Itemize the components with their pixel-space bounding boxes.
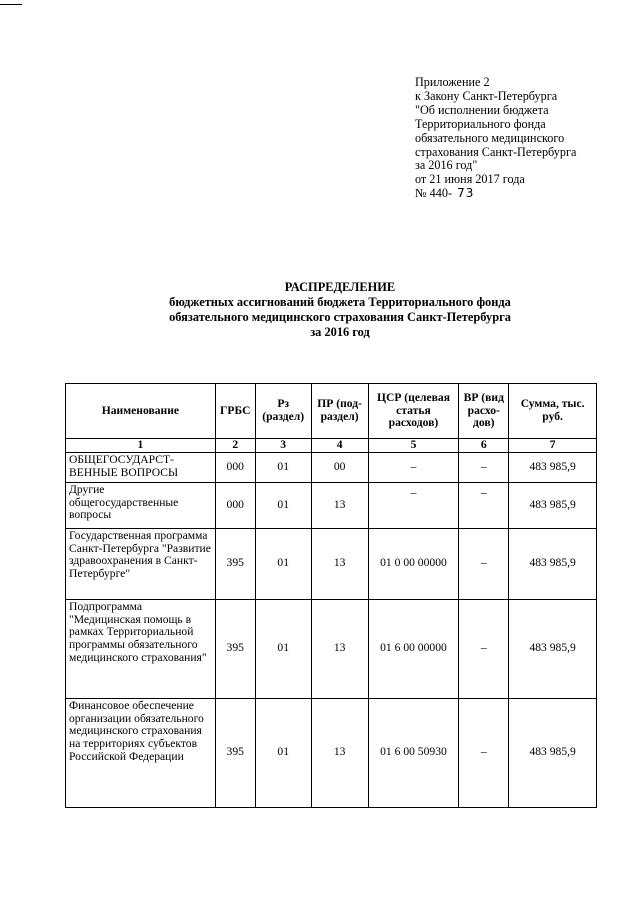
col-header-pr: ПР (под-раздел)	[311, 384, 368, 439]
column-number: 1	[66, 439, 216, 453]
cell-csr: –	[368, 482, 459, 528]
document-title	[150, 280, 530, 340]
cell-pr: 13	[311, 599, 368, 698]
cell-grbs: 000	[215, 452, 255, 482]
column-number: 5	[368, 439, 459, 453]
cell-vr: –	[459, 528, 509, 599]
title-line: обязательного медицинского страхования Санкт-Петербурга	[169, 310, 511, 324]
law-number-handwritten: 73	[457, 186, 475, 201]
budget-table	[65, 383, 597, 808]
cell-pr: 00	[311, 452, 368, 482]
col-header-rz: Рз (раздел)	[255, 384, 311, 439]
cell-name: Подпрограмма "Медицинская помощь в рамках Территориальной программы обязательного медицинского страхования"	[66, 599, 216, 698]
col-header-sum: Сумма, тыс. руб.	[509, 384, 597, 439]
cell-csr: 01 6 00 00000	[368, 599, 459, 698]
table-row	[66, 528, 597, 599]
title-line: бюджетных ассигнований бюджета Территориального фонда	[169, 295, 511, 309]
cell-csr: 01 6 00 50930	[368, 698, 459, 807]
appendix-line: "Об исполнении бюджета	[415, 102, 549, 117]
cell-grbs: 395	[215, 599, 255, 698]
title-main: РАСПРЕДЕЛЕНИЕ	[284, 280, 396, 294]
table-row	[66, 482, 597, 528]
cell-name: ОБЩЕГОСУДАРСТ-ВЕННЫЕ ВОПРОСЫ	[66, 452, 216, 482]
cell-grbs: 395	[215, 528, 255, 599]
col-header-grbs: ГРБС	[215, 384, 255, 439]
cell-vr: –	[459, 452, 509, 482]
cell-pr: 13	[311, 528, 368, 599]
cell-rz: 01	[255, 528, 311, 599]
cell-sum: 483 985,9	[509, 452, 597, 482]
appendix-header	[415, 76, 615, 201]
column-number: 6	[459, 439, 509, 453]
cell-vr: –	[459, 599, 509, 698]
table-header-row	[66, 384, 597, 439]
corner-mark	[0, 4, 22, 5]
col-header-name: Наименование	[66, 384, 216, 439]
column-number: 4	[311, 439, 368, 453]
cell-csr: –	[368, 452, 459, 482]
col-header-csr: ЦСР (целевая статья расходов)	[368, 384, 459, 439]
table-row	[66, 698, 597, 807]
appendix-line: к Закону Санкт-Петербурга	[415, 88, 558, 103]
appendix-line: страхования Санкт-Петербурга	[415, 144, 577, 159]
table-row	[66, 599, 597, 698]
col-header-vr: ВР (вид расхо-дов)	[459, 384, 509, 439]
column-number: 2	[215, 439, 255, 453]
cell-pr: 13	[311, 482, 368, 528]
appendix-line: за 2016 год"	[415, 158, 478, 173]
cell-sum: 483 985,9	[509, 698, 597, 807]
table-row	[66, 452, 597, 482]
law-number	[415, 187, 615, 201]
cell-vr: –	[459, 482, 509, 528]
cell-csr: 01 0 00 00000	[368, 528, 459, 599]
cell-sum: 483 985,9	[509, 528, 597, 599]
law-number-prefix: № 440-	[415, 186, 453, 201]
column-number: 3	[255, 439, 311, 453]
column-number: 7	[509, 439, 597, 453]
cell-vr: –	[459, 698, 509, 807]
cell-rz: 01	[255, 599, 311, 698]
cell-sum: 483 985,9	[509, 482, 597, 528]
cell-grbs: 395	[215, 698, 255, 807]
appendix-line: обязательного медицинского	[415, 130, 565, 145]
cell-name: Государственная программа Санкт-Петербурга "Развитие здравоохранения в Санкт-Петербурге"	[66, 528, 216, 599]
title-line: за 2016 год	[310, 325, 370, 339]
cell-name: Финансовое обеспечение организации обязательного медицинского страхования на территориях субъектов Российской Федерации	[66, 698, 216, 807]
cell-name: Другие общегосударственные вопросы	[66, 482, 216, 528]
cell-pr: 13	[311, 698, 368, 807]
cell-rz: 01	[255, 698, 311, 807]
appendix-line: Территориального фонда	[415, 116, 546, 131]
cell-sum: 483 985,9	[509, 599, 597, 698]
appendix-line: Приложение 2	[415, 75, 490, 89]
column-number-row	[66, 439, 597, 453]
appendix-line: от 21 июня 2017 года	[415, 172, 525, 187]
cell-rz: 01	[255, 482, 311, 528]
cell-grbs: 000	[215, 482, 255, 528]
cell-rz: 01	[255, 452, 311, 482]
